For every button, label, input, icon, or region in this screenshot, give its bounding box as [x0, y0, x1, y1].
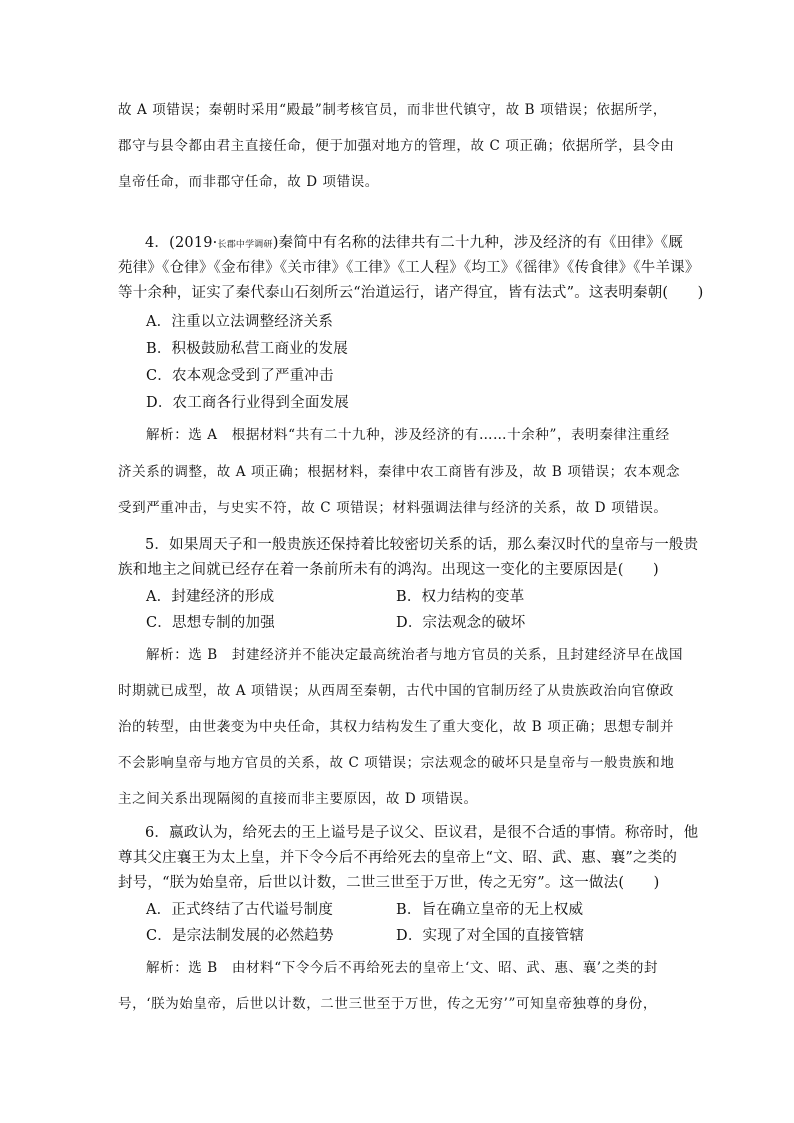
question-5-line-1: 5．如果周天子和一般贵族还保持着比较密切关系的话，那么秦汉时代的皇帝与一般贵 — [145, 537, 699, 553]
intro-line-3: 皇帝任命，而非郡守任命，故 D 项错误。 — [118, 174, 379, 190]
intro-line-1: 故 A 项错误；秦朝时采用“殿最”制考核官员，而非世代镇守，故 B 项错误；依据所学， — [118, 102, 667, 118]
question-5-option-a: A．封建经济的形成 — [146, 589, 275, 605]
question-4-option-a: A．注重以立法调整经济关系 — [146, 314, 334, 330]
question-6-solution-line-2: 号，‘朕为始皇帝，后世以计数，二世三世至于万世，传之无穷’”可知皇帝独尊的身份， — [118, 996, 657, 1012]
question-6-line-1: 6．嬴政认为，给死去的王上谥号是子议父、臣议君，是很不合适的事情。称帝时，他 — [145, 825, 699, 841]
question-6-option-c: C．是宗法制发展的必然趋势 — [146, 928, 334, 944]
question-4-line-3: 等十余种，证实了秦代泰山石刻所云“治道运行，诸产得宜，皆有法式”。这表明秦朝( ) — [118, 285, 704, 301]
question-6-option-d: D．实现了对全国的直接管辖 — [396, 928, 585, 944]
question-4-solution-line-2: 济关系的调整，故 A 项正确；根据材料，秦律中农工商皆有涉及，故 B 项错误；农本观念 — [118, 464, 681, 480]
question-6-option-a: A．正式终结了古代谥号制度 — [146, 902, 334, 918]
question-5-solution-line-4: 不会影响皇帝与地方官员的关系，故 C 项错误；宗法观念的破坏只是皇帝与一般贵族和地 — [118, 755, 675, 771]
intro-line-2: 郡守与县令都由君主直接任命，便于加强对地方的管理，故 C 项正确；依据所学，县令由 — [118, 138, 675, 154]
question-4-text: )秦简中有名称的法律共有二十九种，涉及经济的有《田律》《厩 — [272, 235, 683, 251]
question-6-option-b: B．旨在确立皇帝的无上权威 — [396, 902, 584, 918]
question-4-number: 4．(2019· — [145, 235, 218, 251]
question-4-solution-line-3: 受到严重冲击，与史实不符，故 C 项错误；材料强调法律与经济的关系，故 D 项错误。 — [118, 500, 668, 516]
question-5-option-c: C．思想专制的加强 — [146, 615, 275, 631]
question-5-solution-line-3: 治的转型，由世袭变为中央任命，其权力结构发生了重大变化，故 B 项正确；思想专制并 — [118, 719, 675, 735]
question-5-solution-line-2: 时期就已成型，故 A 项错误；从西周至秦朝，古代中国的官制历经了从贵族政治向官僚政 — [118, 683, 674, 699]
question-4-line-2: 苑律》《仓律》《金布律》《关市律》《工律》《工人程》《均工》《徭律》《传食律》《牛羊课》 — [118, 260, 700, 276]
question-6-line-2: 尊其父庄襄王为太上皇，并下令今后不再给死去的皇帝上“文、昭、武、惠、襄”之类的 — [118, 850, 678, 866]
question-5-option-b: B．权力结构的变革 — [396, 589, 525, 605]
question-6-solution-line-1: 解析：选 B 由材料“下令今后不再给死去的皇帝上‘文、昭、武、惠、襄’之类的封 — [146, 960, 659, 976]
question-4-line-1 — [145, 233, 683, 255]
question-5-line-2: 族和地主之间就已经存在着一条前所未有的鸿沟。出现这一变化的主要原因是( ) — [118, 562, 659, 578]
question-4-source: 长郡中学调研 — [217, 240, 273, 250]
question-5-solution-line-5: 主之间关系出现隔阂的直接而非主要原因，故 D 项错误。 — [118, 791, 478, 807]
question-5-option-d: D．宗法观念的破坏 — [396, 615, 526, 631]
question-6-line-3: 封号，“朕为始皇帝，后世以计数，二世三世至于万世，传之无穷”。这一做法( ) — [118, 875, 660, 891]
question-4-option-b: B．积极鼓励私营工商业的发展 — [146, 341, 348, 357]
question-5-solution-line-1: 解析：选 B 封建经济并不能决定最高统治者与地方官员的关系，且封建经济早在战国 — [146, 647, 684, 663]
question-4-option-c: C．农本观念受到了严重冲击 — [146, 368, 334, 384]
question-4-option-d: D．农工商各行业得到全面发展 — [146, 395, 349, 411]
question-4-solution-line-1: 解析：选 A 根据材料“共有二十九种，涉及经济的有……十余种”，表明秦律注重经 — [146, 427, 670, 443]
